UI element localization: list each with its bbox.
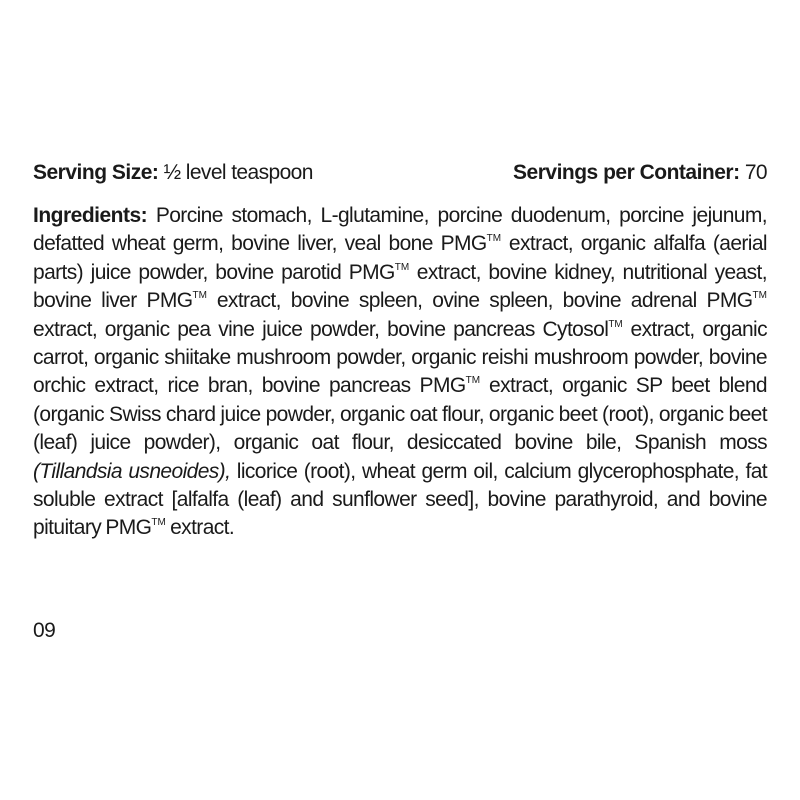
trademark-mark: TM: [394, 261, 410, 273]
servings-per-container-value: 70: [739, 161, 767, 184]
serving-size: [33, 158, 313, 188]
serving-info-row: [33, 158, 767, 188]
ingredients-paragraph: [33, 202, 767, 543]
ingredient-text: extract, organic pea vine juice powder, bovine pancreas Cytosol: [33, 317, 609, 341]
servings-per-container-label: Servings per Container:: [513, 161, 740, 184]
ingredients-label: Ingredients:: [33, 204, 148, 227]
ingredient-text: extract, organic alfalfa (aerial parts) juice powder, bovine parotid PMG: [33, 232, 767, 284]
trademark-mark: TM: [192, 290, 207, 302]
ingredient-text: extract, organic SP beet blend (organic Swiss chard juice powder, organic oat flour, organic beet (root), organic beet (leaf) juice powder), organic oat flour, desiccated bovine bile, Spanish moss: [33, 374, 767, 455]
ingredient-text: licorice (root), wheat germ oil, calcium glycerophosphate, fat soluble extract [alfalfa (leaf) and sunflower seed], bovine parathyroid, and bovine pituitary PMG: [33, 459, 768, 540]
trademark-mark: TM: [151, 517, 166, 529]
trademark-mark: TM: [465, 375, 481, 387]
ingredient-text: extract, organic carrot, organic shiitake mushroom powder, organic reishi mushroom powder, bovine orchic extract, rice bran, bovine pancreas PMG: [33, 317, 767, 398]
trademark-mark: TM: [608, 318, 623, 330]
servings-per-container: [513, 158, 767, 188]
serving-size-label: Serving Size:: [33, 161, 159, 184]
ingredient-text: extract, bovine spleen, ovine spleen, bovine adrenal PMG: [206, 289, 753, 313]
ingredient-text: Porcine stomach, L-glutamine, porcine duodenum, porcine jejunum, defatted wheat germ, bovine liver, veal bone PMG: [33, 204, 767, 256]
serving-size-value: ½ level teaspoon: [158, 161, 313, 184]
trademark-mark: TM: [752, 290, 767, 302]
lot-code: 09: [33, 619, 56, 642]
trademark-mark: TM: [486, 233, 502, 245]
ingredient-text: extract, bovine kidney, nutritional yeast, bovine liver PMG: [33, 260, 767, 313]
ingredient-text: extract.: [165, 516, 235, 540]
scientific-name: (Tillandsia usneoides),: [33, 459, 231, 483]
